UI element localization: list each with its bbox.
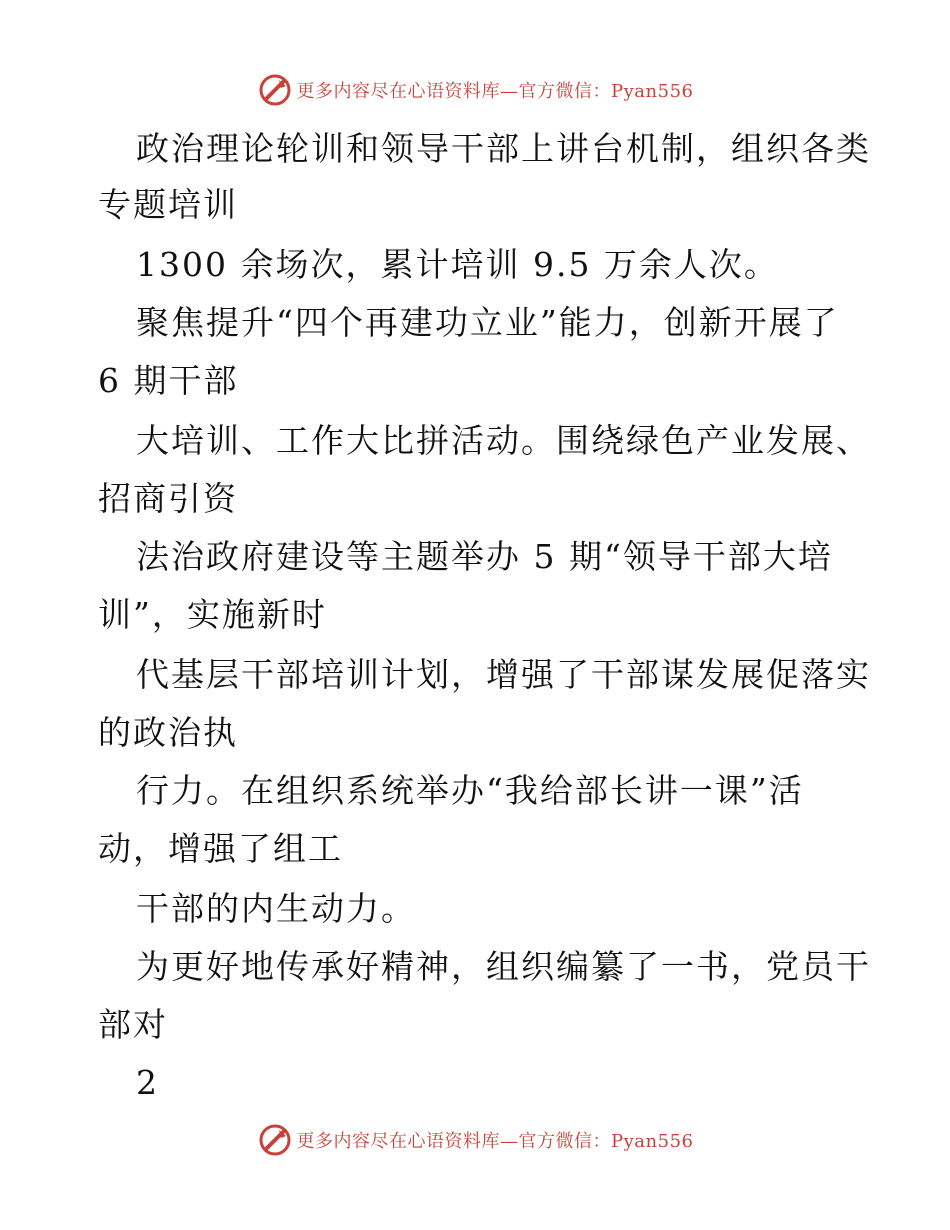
text-line: 政治理论轮训和领导干部上讲台机制，组织各类 xyxy=(136,129,871,168)
page-number: 2 xyxy=(136,1063,159,1102)
text-line: 6 期干部 xyxy=(98,361,239,400)
text-line: 行力。在组织系统举办“我给部长讲一课”活 xyxy=(136,771,804,810)
text-line: 招商引资 xyxy=(98,479,238,518)
text-line: 代基层干部培训计划，增强了干部谋发展促落实 xyxy=(136,655,871,694)
footer-watermark xyxy=(0,1120,950,1160)
text-line: 部对 xyxy=(98,1005,168,1044)
text-line: 干部的内生动力。 xyxy=(136,889,416,928)
text-line: 大培训、工作大比拼活动。围绕绿色产业发展、 xyxy=(136,421,871,460)
text-line: 动，增强了组工 xyxy=(98,829,343,868)
text-line: 法治政府建设等主题举办 5 期“领导干部大培 xyxy=(136,537,833,576)
logo-icon xyxy=(257,1122,293,1158)
text-line: 的政治执 xyxy=(98,713,238,752)
text-line: 聚焦提升“四个再建功立业”能力，创新开展了 xyxy=(136,303,839,342)
text-line: 为更好地传承好精神，组织编纂了一书，党员干 xyxy=(136,947,871,986)
text-line: 专题培训 xyxy=(98,185,238,224)
footer-watermark-text: 更多内容尽在心语资料库—官方微信：Pyan556 xyxy=(296,1131,694,1152)
header-watermark xyxy=(0,70,950,110)
logo-icon xyxy=(257,72,293,108)
text-line: 训”，实施新时 xyxy=(98,595,327,634)
header-watermark-text: 更多内容尽在心语资料库—官方微信：Pyan556 xyxy=(296,81,694,102)
text-line: 1300 余场次，累计培训 9.5 万余人次。 xyxy=(136,245,779,284)
